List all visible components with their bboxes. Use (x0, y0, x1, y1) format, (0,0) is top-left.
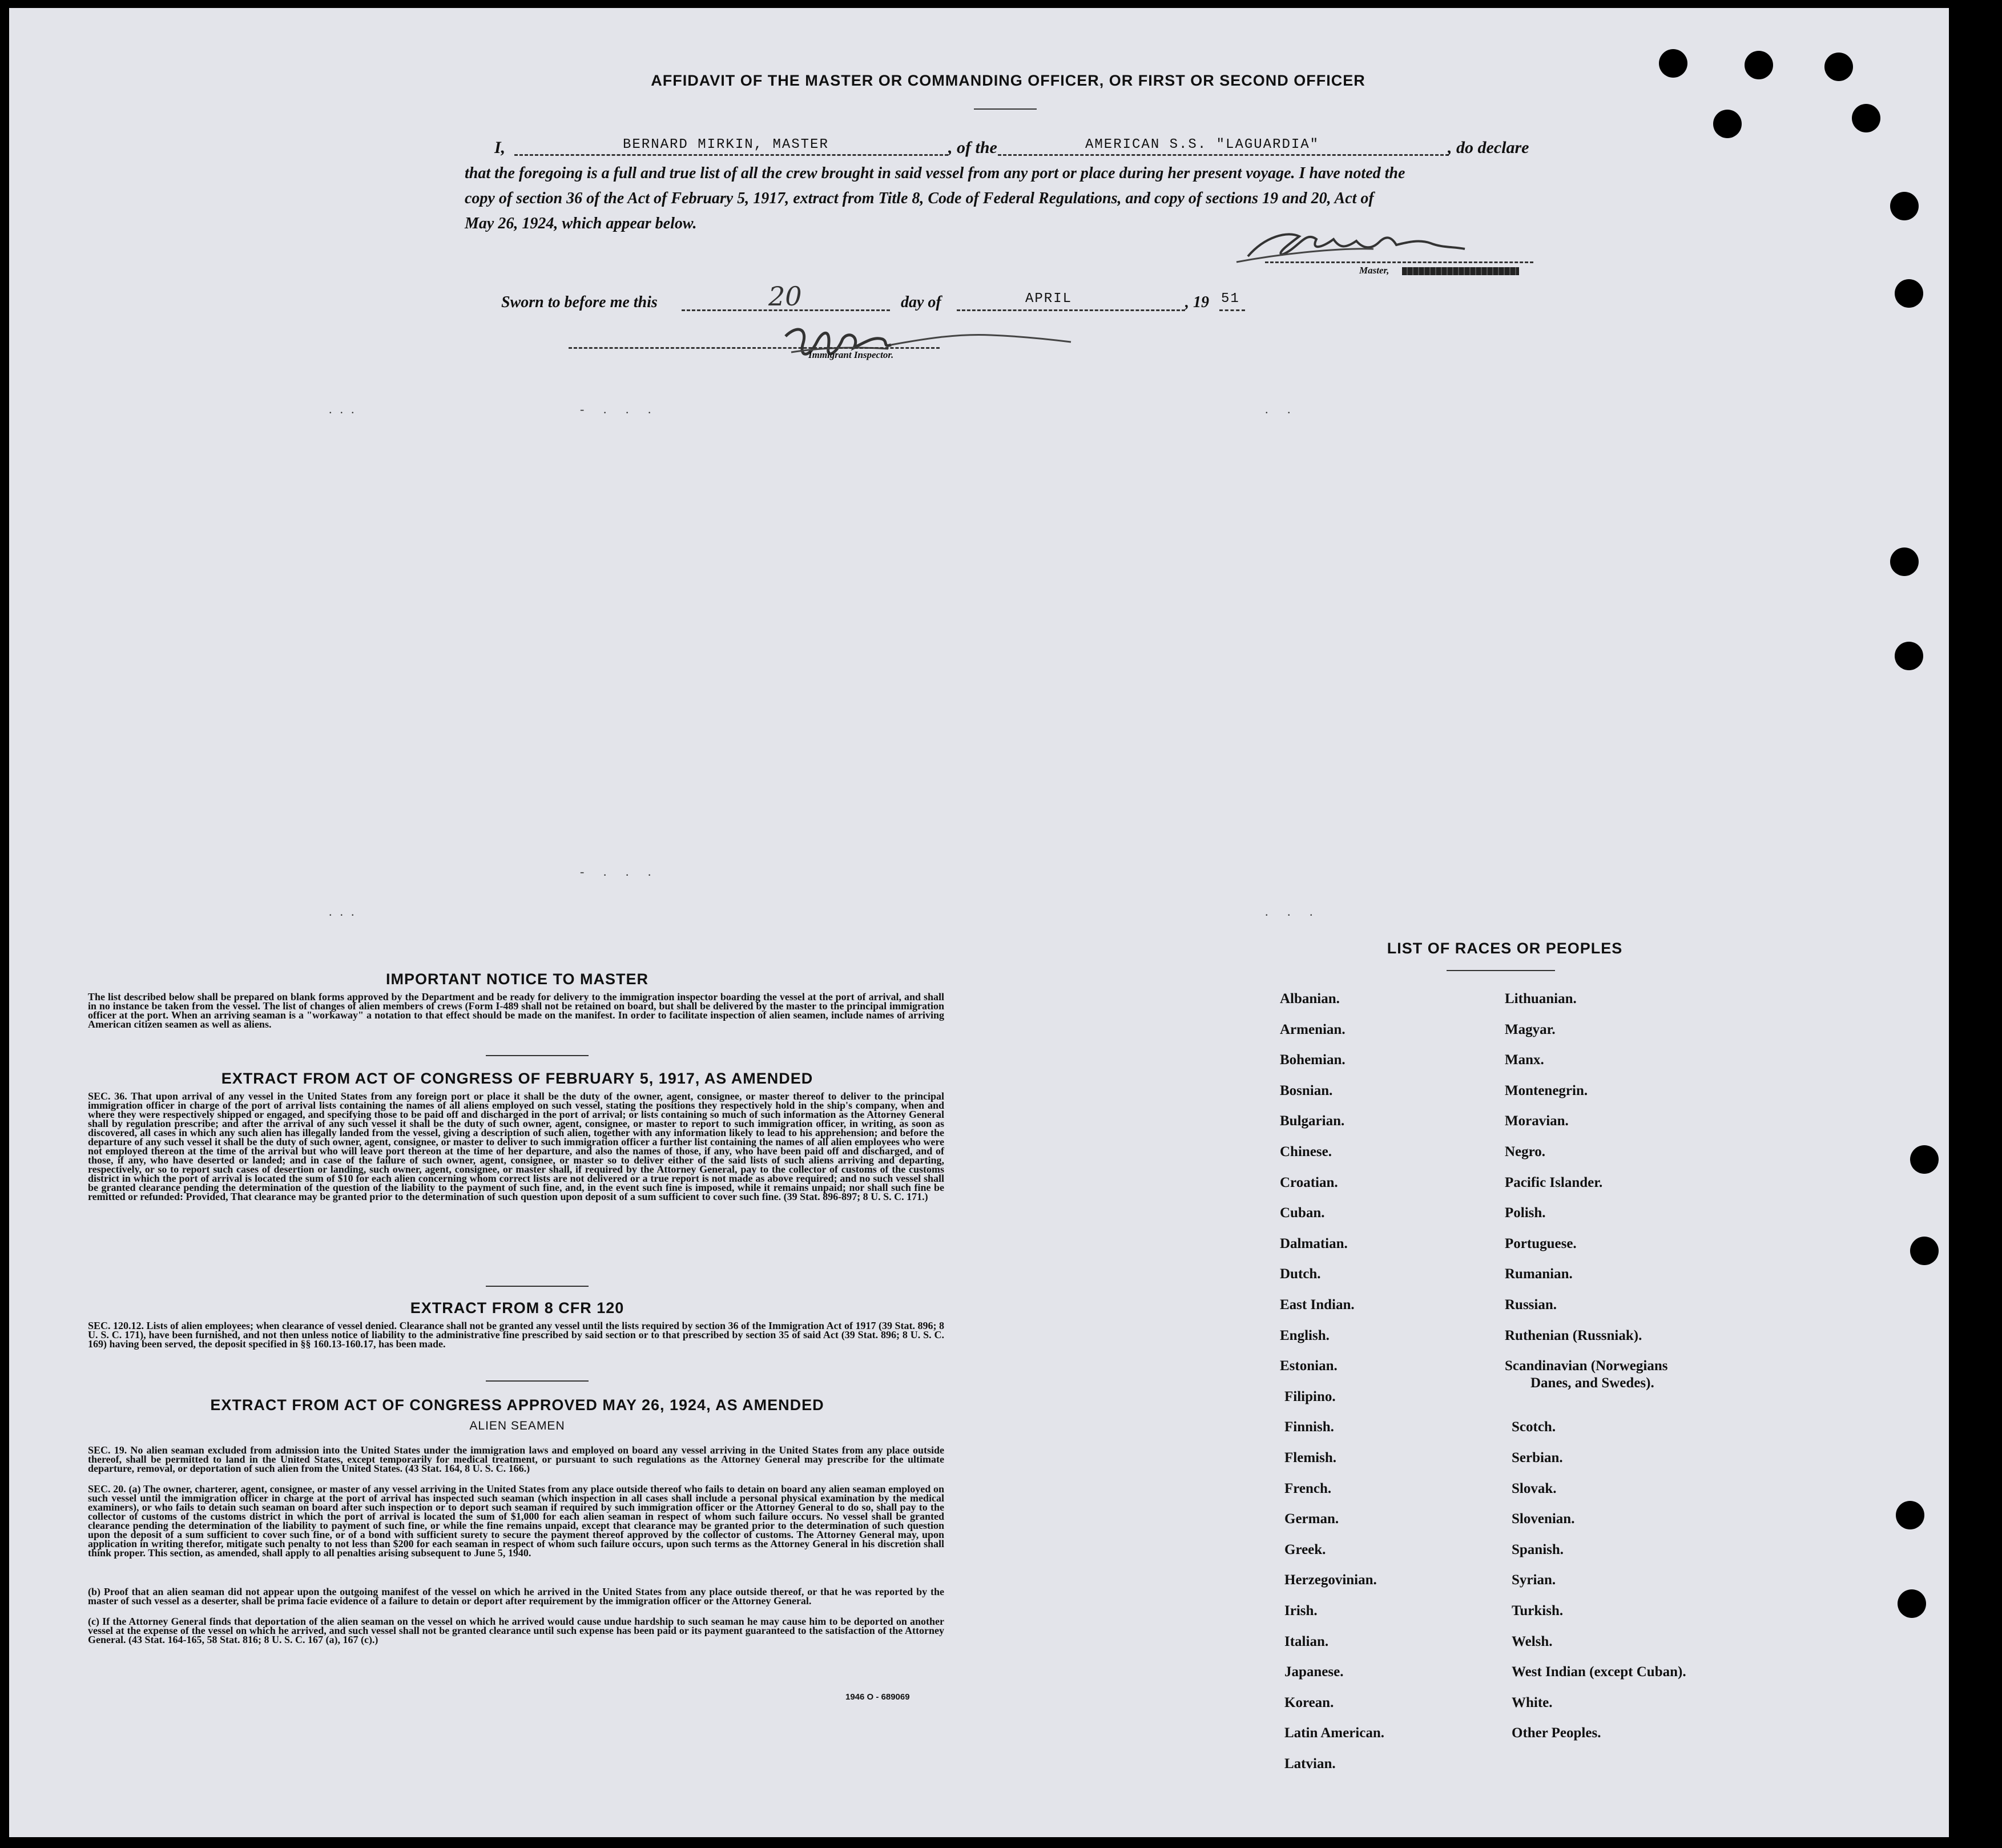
race-item: Flemish. (1284, 1450, 1336, 1465)
race-item: Cuban. (1280, 1205, 1325, 1221)
race-item: Slovak. (1512, 1480, 1557, 1496)
race-item: Ruthenian (Russniak). (1505, 1327, 1642, 1343)
inspector-signature-line (569, 347, 940, 349)
master-label: Master, (1359, 265, 1389, 276)
race-item: East Indian. (1280, 1297, 1355, 1312)
race-item: Other Peoples. (1512, 1725, 1601, 1741)
extract-1917-title: EXTRACT FROM ACT OF CONGRESS OF FEBRUARY 5, 1917, AS AMENDED (221, 1070, 813, 1087)
race-item: Chinese. (1280, 1144, 1332, 1159)
race-item: Irish. (1284, 1603, 1318, 1618)
race-item: Moravian. (1505, 1113, 1569, 1129)
extract-1917-divider (486, 1286, 589, 1287)
race-item: Estonian. (1280, 1358, 1338, 1374)
races-title-underline (1447, 970, 1555, 971)
extract-cfr-title: EXTRACT FROM 8 CFR 120 (410, 1299, 625, 1316)
affidavit-body-line2: copy of section 36 of the Act of February 5, 1917, extract from Title 8, Code of Federal Regulations, and copy of sections 19 and 20, Act of (465, 190, 1374, 207)
month-value: APRIL (1025, 291, 1073, 307)
race-item: Bosnian. (1280, 1082, 1333, 1098)
extract-1924-sec19: SEC. 19. No alien seaman excluded from admission into the United States under the immigration laws and employed on board any vessel arriving in the United States from any place outside thereof, shall be permitted to land in the United States, except temporarily for medical treatment, or pursuant to such regulations as the Attorney General may prescribe for the ultimate departure, removal, or deportation of such alien from the United States. (43 Stat. 164, 8 U. S. C. 166.) (88, 1444, 944, 1474)
race-item: Manx. (1505, 1052, 1544, 1068)
print-specks: - . . . (580, 864, 659, 879)
struck-title-text (1402, 267, 1519, 275)
day-value: 20 (768, 281, 802, 312)
race-item: Pacific Islander. (1505, 1174, 1603, 1190)
sworn-label: Sworn to before me this (501, 293, 658, 311)
race-item: French. (1284, 1480, 1332, 1496)
punch-hole (1890, 547, 1919, 576)
punch-hole (1898, 1589, 1926, 1618)
punch-hole (1890, 192, 1919, 220)
race-item: Danes, and Swedes). (1530, 1375, 1654, 1391)
race-item: Negro. (1505, 1144, 1546, 1159)
race-item: West Indian (except Cuban). (1512, 1664, 1686, 1680)
race-item: Slovenian. (1512, 1511, 1575, 1527)
punch-hole (1852, 104, 1880, 132)
print-specks: ... (329, 402, 362, 416)
day-of-label: day of (901, 293, 941, 311)
race-item: Herzegovinian. (1284, 1572, 1377, 1588)
year-blank (1219, 309, 1245, 311)
of-the-label: , of the (948, 138, 997, 157)
punch-hole (1659, 49, 1687, 78)
extract-1924-subtitle: ALIEN SEAMEN (469, 1419, 565, 1432)
print-specks: . . . (1265, 904, 1321, 919)
punch-hole (1895, 642, 1923, 670)
race-item: German. (1284, 1511, 1339, 1527)
race-item: Albanian. (1280, 991, 1340, 1006)
race-item: Greek. (1284, 1541, 1326, 1557)
print-code: 1946 O - 689069 (845, 1692, 910, 1702)
punch-hole (1713, 110, 1742, 138)
print-specks: - . . . (580, 402, 659, 416)
race-item: Montenegrin. (1505, 1082, 1588, 1098)
extract-cfr-text: SEC. 120.12. Lists of alien employees; when clearance of vessel denied. Clearance shall not be granted any vessel until the lists required by section 36 of the Immigration Act of 1917 (39 Stat. 896; 8 U. S. C. 171), have been furnished, and not then unless notice of liability to the administrative fine prescribed by said section or to that prescribed by section 35 of said Act (39 Stat. 896; 8 U. S. C. 169) having been served, the deposit specified in §§ 160.13-160.17, has been made. (88, 1320, 944, 1350)
notice-text: The list described below shall be prepared on blank forms approved by the Department and be ready for delivery to the immigration inspector boarding the vessel at the port of arrival, and shall in no instance be taken from the vessel. The list of changes of alien members of crews (Form I-489 shall not be retained on board, but shall be delivered by the master to the principal immigration officer at the port. When an arriving seaman is a "workaway" a notation to that effect should be made on the manifest. In order to facilitate inspection of alien seamen, include names of arriving American citizen seamen as well as aliens. (88, 991, 944, 1030)
race-item: Latin American. (1284, 1725, 1384, 1741)
vessel-name: AMERICAN S.S. "LAGUARDIA" (1085, 137, 1320, 152)
race-item: Scotch. (1512, 1419, 1556, 1435)
punch-hole (1895, 279, 1923, 308)
i-label: I, (494, 138, 506, 157)
affidavit-body-line3: May 26, 1924, which appear below. (465, 215, 697, 232)
race-item: Bulgarian. (1280, 1113, 1345, 1129)
race-item: Portuguese. (1505, 1235, 1577, 1251)
punch-hole (1824, 53, 1853, 81)
punch-hole (1896, 1501, 1924, 1529)
race-item: Finnish. (1284, 1419, 1334, 1435)
race-item: Rumanian. (1505, 1266, 1573, 1282)
title-underline (974, 108, 1037, 110)
year-value: 51 (1221, 291, 1240, 307)
name-blank (514, 154, 948, 156)
race-item: English. (1280, 1327, 1330, 1343)
affidavit-title: AFFIDAVIT OF THE MASTER OR COMMANDING OFFICER, OR FIRST OR SECOND OFFICER (651, 72, 1365, 89)
race-item: Dutch. (1280, 1266, 1321, 1282)
race-item: Armenian. (1280, 1021, 1346, 1037)
race-item: Russian. (1505, 1297, 1557, 1312)
extract-1917-text: SEC. 36. That upon arrival of any vessel in the United States from any foreign port or place it shall be the duty of the owner, agent, consignee, or master thereof to deliver to the principal immigration officer in charge of the port of arrival lists containing the names of all aliens employed on such vessel, stating the positions they respectively hold in the ship's company, when and where they were respectively shipped or engaged, and specifying those to be paid off and discharged in the port of arrival; or lists containing so much of such information as the Attorney General shall by regulation prescribe; and after the arrival of any such vessel it shall be the duty of such owner, agent, consignee, or master to report to such immigration officer, in writing, as soon as discovered, all cases in which any such alien has illegally landed from the vessel, giving a description of such alien, together with any information likely to lead to his apprehension; and before the departure of any such vessel it shall be the duty of such owner, agent, consignee, or master to deliver to such immigration officer a further list containing the names of all alien employees who were not employed thereon at the time of the arrival but who will leave port thereon at the time of her departure, and also the names of those, if any, who have been paid off and discharged, and of those, if any, who have deserted or landed; and in case of the failure of such owner, agent, consignee, or master so to deliver either of the said lists of such aliens arriving and departing, respectively, or so to report such cases of desertion or landing, such owner, agent, consignee, or master shall, if required by the Attorney General, pay to the collector of customs of the customs district in which the port of arrival is located the sum of $10 for each alien concerning whom correct lists are not delivered or a true report is not made as above required; and no such vessel shall be granted clearance pending the determination of the question of the liability to the payment of such fine, and, in the event such fine is imposed, while it remains unpaid; nor shall such fine be remitted or refunded: Provided, That clearance may be granted prior to the determination of such question upon deposit of a sum sufficient to cover such fine. (39 Stat. 896-897; 8 U. S. C. 171.) (88, 1090, 944, 1202)
races-title: LIST OF RACES OR PEOPLES (1387, 940, 1623, 957)
vessel-blank (998, 154, 1449, 156)
extract-1924-sec20b: (b) Proof that an alien seaman did not appear upon the outgoing manifest of the vessel on which he arrived in the United States from any place outside thereof, or that he was reported by the master of such vessel as a deserter, shall be prima facie evidence of a failure to detain or deport after requirement by the immigration officer or the Attorney General. (88, 1586, 944, 1607)
race-item: Latvian. (1284, 1756, 1336, 1771)
year-prefix: , 19 (1185, 293, 1209, 311)
document-page (9, 8, 1949, 1837)
affidavit-body-line1: that the foregoing is a full and true list of all the crew brought in said vessel from any port or place during her present voyage. I have noted the (465, 164, 1405, 182)
race-item: Polish. (1505, 1205, 1546, 1221)
punch-hole (1910, 1237, 1939, 1265)
race-item: Korean. (1284, 1694, 1334, 1710)
race-item: Bohemian. (1280, 1052, 1346, 1068)
race-item: Scandinavian (Norwegians (1505, 1358, 1668, 1374)
race-item: Spanish. (1512, 1541, 1564, 1557)
extract-cfr-divider (486, 1380, 589, 1382)
master-signature-line (1265, 261, 1533, 263)
race-item: Syrian. (1512, 1572, 1556, 1588)
notice-title: IMPORTANT NOTICE TO MASTER (386, 971, 648, 988)
punch-hole (1910, 1145, 1939, 1174)
race-item: Magyar. (1505, 1021, 1556, 1037)
print-specks: ... (329, 904, 362, 919)
race-item: Italian. (1284, 1633, 1329, 1649)
race-item: Welsh. (1512, 1633, 1553, 1649)
month-blank (957, 309, 1185, 311)
print-specks: . . (1265, 402, 1299, 416)
race-item: Serbian. (1512, 1450, 1563, 1465)
race-item: Dalmatian. (1280, 1235, 1348, 1251)
do-declare-label: , do declare (1448, 138, 1529, 157)
extract-1924-sec20c: (c) If the Attorney General finds that deportation of the alien seaman on the vessel on which he arrived would cause undue hardship to such seaman he may cause him to be deported on another vessel at the expense of the vessel on which he arrived, and such vessel shall not be granted clearance until such expense has been paid or its payment guaranteed to the satisfaction of the Attorney General. (43 Stat. 164-165, 58 Stat. 816; 8 U. S. C. 167 (a), 167 (c).) (88, 1616, 944, 1645)
master-name: BERNARD MIRKIN, MASTER (623, 137, 829, 152)
race-item: Croatian. (1280, 1174, 1338, 1190)
race-item: White. (1512, 1694, 1553, 1710)
punch-hole (1745, 51, 1773, 79)
inspector-label: Immigrant Inspector. (808, 349, 894, 360)
race-item: Japanese. (1284, 1664, 1344, 1680)
inspector-signature (774, 313, 1082, 371)
race-item: Lithuanian. (1505, 991, 1577, 1006)
race-item: Filipino. (1284, 1388, 1336, 1404)
extract-1924-sec20a: SEC. 20. (a) The owner, charterer, agent, consignee, or master of any vessel arriving in the United States from any place outside thereof who fails to detain on board any alien seaman employed on such vessel until the immigration officer in charge at the port of arrival has inspected such seaman (which inspection in all cases shall include a personal physical examination by the medical examiners), or who fails to detain such seaman on board after such inspection or to deport such seaman if required by such immigration officer or the Attorney General to do so, shall pay to the collector of customs of the customs district in which the port of arrival is located the sum of $1,000 for each alien seaman in respect of whom such failure occurs. No vessel shall be granted clearance pending the determination of the liability to payment of such fine, or while the fine remains unpaid, except that clearance may be granted prior to the determination of such question upon the deposit of a sum sufficient to cover such fine, or of a bond with sufficient surety to secure the payment thereof approved by the collector of customs. The Attorney General may, upon application in writing therefor, mitigate such penalty to not less than $200 for each seaman in respect of whom such failure occurs, upon such terms as the Attorney General in his discretion shall think proper. This section, as amended, shall apply to all penalties arising subsequent to June 5, 1940. (88, 1483, 944, 1559)
notice-divider (486, 1055, 589, 1056)
race-item: Turkish. (1512, 1603, 1564, 1618)
extract-1924-title: EXTRACT FROM ACT OF CONGRESS APPROVED MAY 26, 1924, AS AMENDED (210, 1396, 824, 1414)
